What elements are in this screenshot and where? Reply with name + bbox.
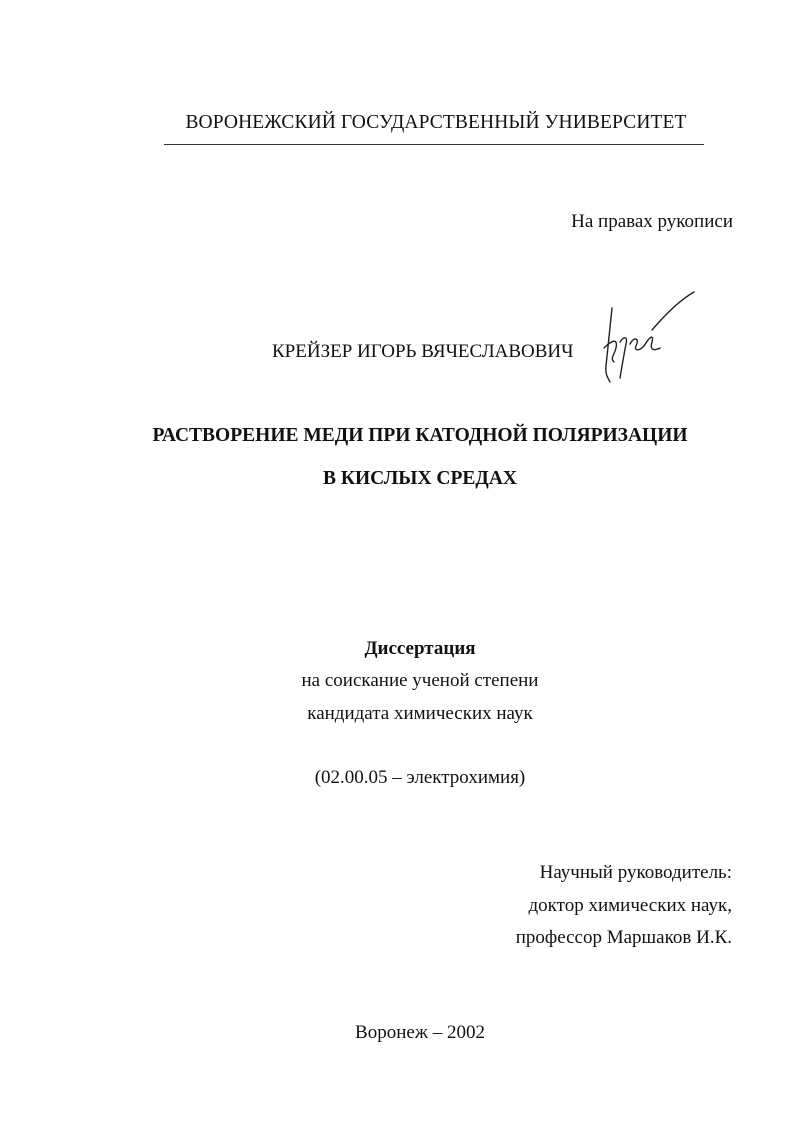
specialty-code: (02.00.05 – электрохимия) bbox=[314, 767, 526, 788]
title-line-2: В КИСЛЫХ СРЕДАХ bbox=[322, 468, 517, 489]
degree-line-1: на соискание ученой степени bbox=[301, 670, 539, 691]
supervisor-label: Научный руководитель: bbox=[539, 862, 732, 883]
header-divider bbox=[164, 144, 704, 145]
supervisor-degree: доктор химических наук, bbox=[528, 895, 732, 916]
author-signature bbox=[590, 286, 700, 386]
university-name: ВОРОНЕЖСКИЙ ГОСУДАРСТВЕННЫЙ УНИВЕРСИТЕТ bbox=[185, 112, 687, 133]
supervisor-name: профессор Маршаков И.К. bbox=[515, 927, 732, 948]
place-year: Воронеж – 2002 bbox=[355, 1022, 485, 1043]
author-name: КРЕЙЗЕР ИГОРЬ ВЯЧЕСЛАВОВИЧ bbox=[272, 341, 574, 362]
title-line-1: РАСТВОРЕНИЕ МЕДИ ПРИ КАТОДНОЙ ПОЛЯРИЗАЦИИ bbox=[152, 425, 688, 446]
manuscript-rights: На правах рукописи bbox=[571, 211, 733, 232]
work-type: Диссертация bbox=[364, 638, 476, 659]
degree-line-2: кандидата химических наук bbox=[307, 703, 533, 724]
